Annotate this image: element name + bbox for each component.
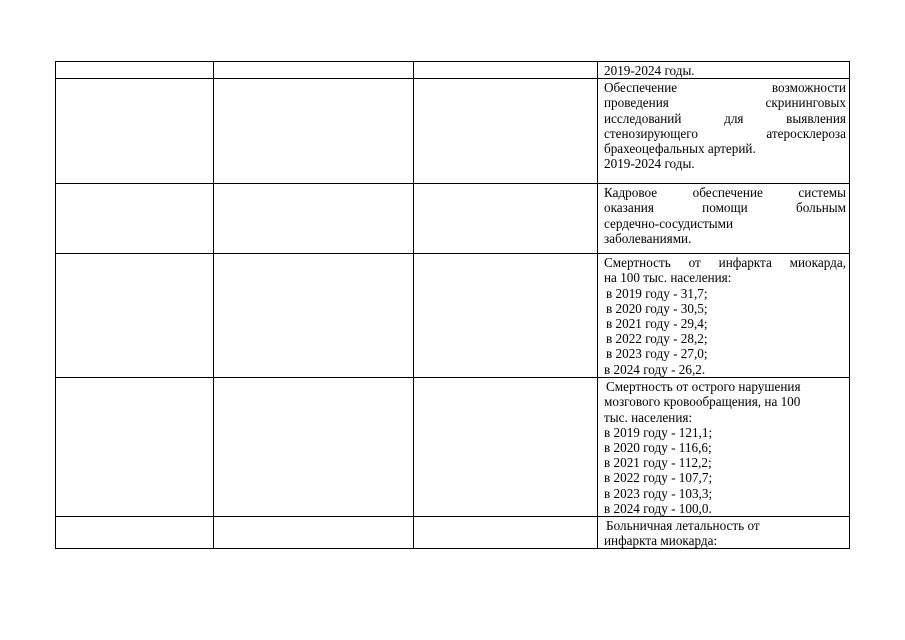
indicator-line: сердечно-сосудистыми <box>604 215 734 231</box>
table-row <box>56 184 850 254</box>
indicator-line: в 2019 году - 121,1; <box>604 424 713 440</box>
indicator-line: на 100 тыс. населения: <box>604 270 732 286</box>
table-cell-empty <box>414 254 598 378</box>
indicator-line: в 2022 году - 107,7; <box>604 470 713 486</box>
indicator-line: в 2020 году - 30,5; <box>606 300 708 316</box>
table-cell-empty <box>214 517 414 549</box>
indicator-line: Обеспечение возможности <box>604 80 846 96</box>
table-cell-empty <box>414 79 598 184</box>
indicator-line: в 2023 году - 27,0; <box>606 346 708 362</box>
indicator-line: инфаркта миокарда: <box>604 533 718 549</box>
indicator-line: в 2019 году - 31,7; <box>606 285 708 301</box>
indicator-line: Больничная летальность от <box>606 518 760 534</box>
table-cell-empty <box>214 254 414 378</box>
indicator-line: Кадровое обеспечение системы <box>604 185 846 201</box>
table-cell-empty <box>214 378 414 517</box>
indicator-line: исследований для выявления <box>604 110 846 126</box>
table-cell-empty <box>214 62 414 79</box>
indicator-cell <box>598 62 850 79</box>
indicator-line: стенозирующего атеросклероза <box>604 125 846 141</box>
indicator-line: брахеоцефальных артерий. <box>604 141 756 157</box>
table-cell-empty <box>56 79 214 184</box>
table-row <box>56 378 850 517</box>
table-cell-empty <box>414 184 598 254</box>
indicator-cell <box>598 184 850 254</box>
table-cell-empty <box>56 517 214 549</box>
table-cell-empty <box>414 378 598 517</box>
table-cell-empty <box>56 184 214 254</box>
table-cell-empty <box>214 79 414 184</box>
indicator-line: в 2023 году - 103,3; <box>604 485 713 501</box>
indicator-line: в 2022 году - 28,2; <box>606 331 708 347</box>
indicator-line: в 2020 году - 116,6; <box>604 440 712 456</box>
table-cell-empty <box>56 254 214 378</box>
indicator-line: проведения скрининговых <box>604 95 846 111</box>
indicator-cell <box>598 378 850 517</box>
indicator-cell <box>598 79 850 184</box>
indicator-line: мозгового кровообращения, на 100 <box>604 394 801 410</box>
indicator-line: в 2024 году - 100,0. <box>604 500 712 516</box>
indicator-line: Смертность от острого нарушения <box>606 379 801 395</box>
indicator-line: в 2021 году - 112,2; <box>604 455 712 471</box>
indicator-line: заболеваниями. <box>604 230 692 246</box>
table-cell-empty <box>414 517 598 549</box>
indicator-line: 2019-2024 годы. <box>604 156 695 172</box>
indicator-cell <box>598 254 850 378</box>
table-cell-empty <box>56 378 214 517</box>
table-row <box>56 79 850 184</box>
indicator-line: Смертность от инфаркта миокарда, <box>604 255 846 271</box>
table-row <box>56 517 850 549</box>
indicator-line: 2019-2024 годы. <box>604 63 695 78</box>
table-cell-empty <box>56 62 214 79</box>
indicator-line: тыс. населения: <box>604 409 693 425</box>
indicator-line: в 2024 году - 26,2. <box>604 361 706 377</box>
indicator-line: оказания помощи больным <box>604 200 846 216</box>
table-cell-empty <box>214 184 414 254</box>
table-row <box>56 62 850 79</box>
table-row <box>56 254 850 378</box>
indicator-cell <box>598 517 850 549</box>
indicators-table <box>55 61 850 549</box>
table-cell-empty <box>414 62 598 79</box>
indicator-line: в 2021 году - 29,4; <box>606 316 708 332</box>
